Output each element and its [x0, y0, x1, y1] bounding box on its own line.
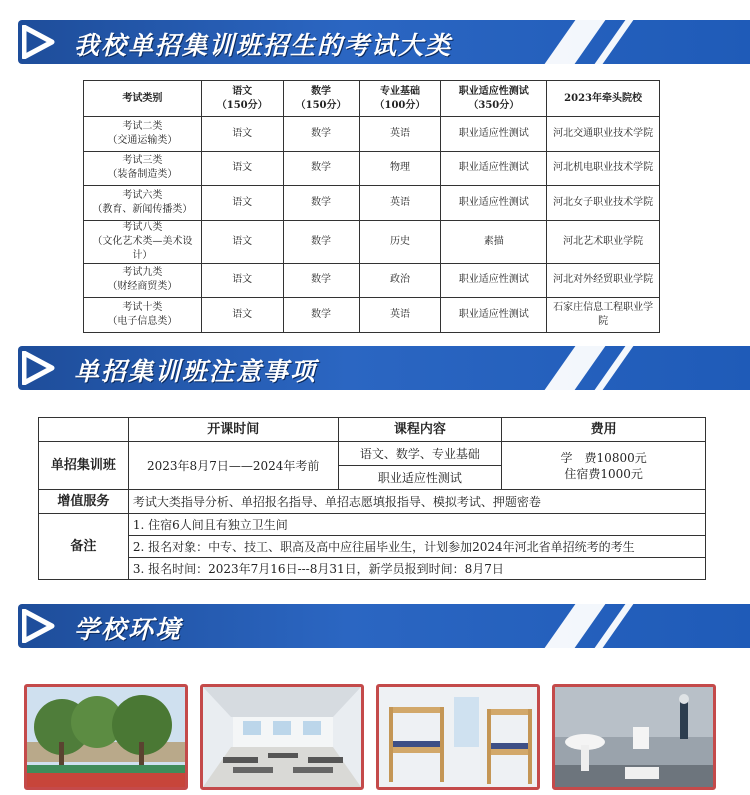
header-time: 开课时间: [128, 418, 338, 442]
table-cell: 职业适应性测试: [441, 298, 547, 333]
header-fee: 费用: [502, 418, 706, 442]
value-service-label: 增值服务: [39, 490, 129, 514]
category-cell: 考试二类 （交通运输类）: [84, 117, 202, 152]
table-cell: 语文: [201, 220, 283, 263]
table-cell: 英语: [359, 186, 441, 221]
course-time: 2023年8月7日——2024年考前: [128, 442, 338, 490]
lodging-fee: 住宿费1000元: [564, 466, 643, 481]
campus-photo: [200, 684, 364, 790]
category-cell: 考试八类 （文化艺术类—美术设计）: [84, 220, 202, 263]
table-row: [84, 263, 660, 298]
table-cell: 职业适应性测试: [441, 186, 547, 221]
table-cell: 数学: [283, 220, 359, 263]
banner-environment: [0, 598, 750, 654]
play-arrow-icon: [22, 609, 62, 643]
campus-photo: [552, 684, 716, 790]
bathroom-image: [555, 687, 713, 787]
dining-hall-image: [203, 687, 361, 787]
table-row: [84, 151, 660, 186]
remark-item: 2. 报名对象：中专、技工、职高及高中应往届毕业生，计划参加2024年河北省单招统考的考生: [128, 536, 705, 558]
remark-item: 3. 报名时间：2023年7月16日---8月31日，新学员报到时间：8月7日: [128, 558, 705, 580]
table-cell: 英语: [359, 298, 441, 333]
table-row: [84, 220, 660, 263]
table-cell: 数学: [283, 263, 359, 298]
table-cell: 数学: [283, 186, 359, 221]
table-cell: 职业适应性测试: [441, 263, 547, 298]
category-cell: 考试六类 （教育、新闻传播类）: [84, 186, 202, 221]
table-row: [84, 298, 660, 333]
notes-table: [38, 417, 706, 580]
header-content: 课程内容: [338, 418, 502, 442]
table-row: [39, 490, 706, 514]
table-cell: 语文: [201, 117, 283, 152]
column-header: 职业适应性测试 （350分）: [441, 81, 547, 117]
table-row: [39, 536, 706, 558]
table-cell: 河北女子职业技术学院: [547, 186, 660, 221]
table-cell: 物理: [359, 151, 441, 186]
category-cell: 考试十类 （电子信息类）: [84, 298, 202, 333]
section-title: 单招集训班注意事项: [74, 357, 318, 386]
campus-trees-image: [27, 687, 185, 787]
remark-item: 1. 住宿6人间且有独立卫生间: [128, 514, 705, 536]
play-arrow-icon: [22, 351, 62, 385]
column-header: 2023年牵头院校: [547, 81, 660, 117]
table-row: [39, 558, 706, 580]
column-header: 考试类别: [84, 81, 202, 117]
blank-cell: [39, 418, 129, 442]
campus-photos: [0, 676, 750, 795]
remark-label: 备注: [39, 514, 129, 580]
campus-photo: [24, 684, 188, 790]
table-cell: 河北机电职业技术学院: [547, 151, 660, 186]
section-title: 学校环境: [74, 615, 183, 644]
table-cell: 河北交通职业技术学院: [547, 117, 660, 152]
table-cell: 河北艺术职业学院: [547, 220, 660, 263]
table-cell: 石家庄信息工程职业学院: [547, 298, 660, 333]
table-cell: 数学: [283, 117, 359, 152]
table-header-row: [39, 418, 706, 442]
section-title: 我校单招集训班招生的考试大类: [74, 31, 453, 60]
table-cell: 河北对外经贸职业学院: [547, 263, 660, 298]
tuition-fee: 学 费10800元: [560, 450, 647, 465]
banner-exam-categories: [0, 14, 750, 70]
table-row: [39, 442, 706, 466]
banner-notes: [0, 340, 750, 396]
column-header: 数学 （150分）: [283, 81, 359, 117]
course-content: 职业适应性测试: [338, 466, 502, 490]
class-label: 单招集训班: [39, 442, 129, 490]
table-row: [39, 514, 706, 536]
category-cell: 考试九类 （财经商贸类）: [84, 263, 202, 298]
table-cell: 语文: [201, 186, 283, 221]
category-cell: 考试三类 （装备制造类）: [84, 151, 202, 186]
table-cell: 政治: [359, 263, 441, 298]
table-cell: 英语: [359, 117, 441, 152]
table-cell: 职业适应性测试: [441, 117, 547, 152]
table-cell: 数学: [283, 298, 359, 333]
table-cell: 语文: [201, 298, 283, 333]
column-header: 语文 （150分）: [201, 81, 283, 117]
table-cell: 语文: [201, 263, 283, 298]
campus-photo: [376, 684, 540, 790]
table-cell: 历史: [359, 220, 441, 263]
exam-category-table: [83, 80, 660, 333]
table-cell: 职业适应性测试: [441, 151, 547, 186]
table-cell: 素描: [441, 220, 547, 263]
table-cell: 语文: [201, 151, 283, 186]
table-row: [84, 186, 660, 221]
column-header: 专业基础 （100分）: [359, 81, 441, 117]
table-row: [84, 117, 660, 152]
play-arrow-icon: [22, 25, 62, 59]
fee-cell: [502, 442, 706, 490]
table-cell: 数学: [283, 151, 359, 186]
table-header-row: [84, 81, 660, 117]
course-content: 语文、数学、专业基础: [338, 442, 502, 466]
dormitory-image: [379, 687, 537, 787]
value-service-text: 考试大类指导分析、单招报名指导、单招志愿填报指导、模拟考试、押题密卷: [128, 490, 705, 514]
